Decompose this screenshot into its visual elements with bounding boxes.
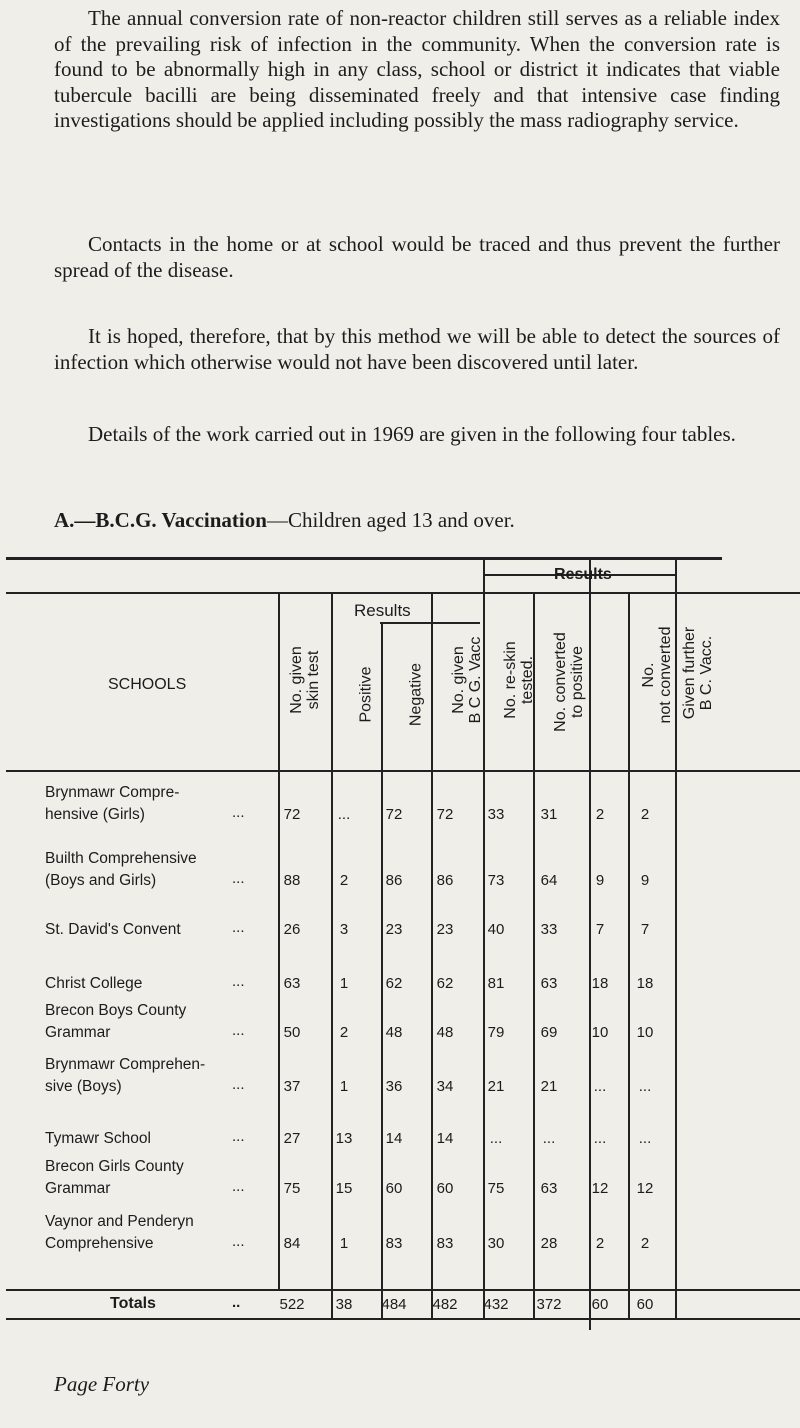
cell-skin: 37 <box>283 1078 301 1095</box>
cell-skin: 75 <box>283 1180 301 1197</box>
cell-pos: 2 <box>339 872 349 889</box>
intro-paragraph: The annual conversion rate of non-reactor children still serves as a reliable index of the prevailing risk of infection in the community. When the conversion rate is found to be abnormally high in any class, school or district it indicates that viable tubercule bacilli are being disseminated freely and that intensive case finding investigations should be applied including possibly the mass radiography service. <box>54 6 780 132</box>
skin-test-header: No. given skin test <box>288 646 322 714</box>
cell-further: 10 <box>636 1024 654 1041</box>
cell-bcg: 72 <box>436 806 454 823</box>
leader-dots: ... <box>232 919 245 936</box>
school-name <box>45 1211 194 1255</box>
school-name <box>45 1156 184 1200</box>
cell-conv: 63 <box>540 975 558 992</box>
cell-further: 12 <box>636 1180 654 1197</box>
leader-dots: ... <box>232 804 245 821</box>
leader-dots: ... <box>232 1233 245 1250</box>
school-name-line: Tymawr School <box>45 1130 151 1147</box>
totals-cell-further: 60 <box>636 1296 654 1313</box>
method-paragraph: It is hoped, therefore, that by this method we will be able to detect the sources of infection which otherwise would not have been discovered until later. <box>54 324 780 374</box>
leader-dots: ... <box>232 1178 245 1195</box>
cell-neg: 48 <box>385 1024 403 1041</box>
cell-bcg: 83 <box>436 1235 454 1252</box>
cell-notconv: 12 <box>591 1180 609 1197</box>
cell-bcg: 86 <box>436 872 454 889</box>
cell-conv: 21 <box>540 1078 558 1095</box>
cell-notconv: 10 <box>591 1024 609 1041</box>
totals-top-rule <box>6 1289 800 1291</box>
school-name-line: St. David's Convent <box>45 921 181 938</box>
school-name-line: Brecon Boys County <box>45 1002 187 1019</box>
cell-further: 18 <box>636 975 654 992</box>
table-top-rule-thick <box>6 557 722 560</box>
col-divider-9 <box>675 560 677 1319</box>
further-vacc-header: Given further B C. Vacc. <box>681 626 715 720</box>
school-name-line: Christ College <box>45 975 143 992</box>
cell-further: ... <box>638 1130 652 1147</box>
school-name-line: Grammar <box>45 1024 111 1041</box>
cell-notconv: 9 <box>595 872 605 889</box>
cell-bcg: 60 <box>436 1180 454 1197</box>
cell-reskin: 30 <box>487 1235 505 1252</box>
cell-further: 2 <box>640 806 650 823</box>
leader-dots: ... <box>232 870 245 887</box>
bcg-given-header: No. given B C G. Vacc <box>450 636 484 724</box>
cell-neg: 23 <box>385 921 403 938</box>
cell-notconv: ... <box>593 1130 607 1147</box>
cell-pos: 2 <box>339 1024 349 1041</box>
cell-conv: 64 <box>540 872 558 889</box>
school-name-line: sive (Boys) <box>45 1078 122 1095</box>
cell-notconv: 7 <box>595 921 605 938</box>
cell-reskin: ... <box>489 1130 503 1147</box>
totals-cell-bcg: 482 <box>432 1296 458 1313</box>
cell-neg: 86 <box>385 872 403 889</box>
results-subheader-rule <box>380 622 480 624</box>
cell-neg: 83 <box>385 1235 403 1252</box>
schools-header: SCHOOLS <box>108 676 187 693</box>
cell-skin: 27 <box>283 1130 301 1147</box>
cell-skin: 88 <box>283 872 301 889</box>
col-divider-8 <box>628 593 630 1319</box>
totals-cell-skin: 522 <box>279 1296 305 1313</box>
cell-conv: 63 <box>540 1180 558 1197</box>
totals-bottom-rule <box>6 1318 800 1320</box>
not-converted-header: No. not converted <box>640 626 674 724</box>
cell-conv: ... <box>542 1130 556 1147</box>
cell-reskin: 21 <box>487 1078 505 1095</box>
leader-dots: ... <box>232 1022 245 1039</box>
cell-notconv: 18 <box>591 975 609 992</box>
totals-label: Totals <box>110 1295 156 1312</box>
school-name-line: Brynmawr Comprehen- <box>45 1056 206 1073</box>
totals-cell-pos: 38 <box>335 1296 353 1313</box>
section-label: A.—B.C.G. Vaccination <box>54 508 267 532</box>
school-name <box>45 1128 151 1150</box>
cell-conv: 69 <box>540 1024 558 1041</box>
cell-further: 7 <box>640 921 650 938</box>
cell-reskin: 75 <box>487 1180 505 1197</box>
school-name <box>45 782 179 826</box>
cell-reskin: 81 <box>487 975 505 992</box>
cell-skin: 50 <box>283 1024 301 1041</box>
positive-header: Positive <box>357 666 375 723</box>
school-name-line: Vaynor and Penderyn <box>45 1213 194 1230</box>
cell-pos: 13 <box>335 1130 353 1147</box>
col-divider-2 <box>331 593 333 1319</box>
contacts-paragraph: Contacts in the home or at school would be traced and thus prevent the further spread of the disease. <box>54 232 780 282</box>
cell-neg: 72 <box>385 806 403 823</box>
cell-notconv: 2 <box>595 806 605 823</box>
cell-further: ... <box>638 1078 652 1095</box>
school-name <box>45 973 142 995</box>
col-divider-7 <box>589 560 591 1330</box>
header-bottom-rule <box>6 770 800 772</box>
totals-cell-conv: 372 <box>536 1296 562 1313</box>
negative-header: Negative <box>407 662 425 727</box>
page-footer: Page Forty <box>54 1372 150 1396</box>
section-subtitle: —Children aged 13 and over. <box>266 508 515 532</box>
cell-bcg: 62 <box>436 975 454 992</box>
cell-further: 2 <box>640 1235 650 1252</box>
cell-skin: 63 <box>283 975 301 992</box>
leader-dots: ... <box>232 1128 245 1145</box>
details-paragraph: Details of the work carried out in 1969 are given in the following four tables. <box>88 422 736 446</box>
cell-bcg: 23 <box>436 921 454 938</box>
cell-further: 9 <box>640 872 650 889</box>
cell-neg: 62 <box>385 975 403 992</box>
cell-neg: 36 <box>385 1078 403 1095</box>
results-header: Results <box>354 601 411 620</box>
cell-conv: 31 <box>540 806 558 823</box>
cell-skin: 26 <box>283 921 301 938</box>
cell-pos: ... <box>337 806 351 823</box>
school-name-line: Comprehensive <box>45 1235 154 1252</box>
school-name-line: Builth Comprehensive <box>45 850 197 867</box>
cell-reskin: 79 <box>487 1024 505 1041</box>
school-name-line: Grammar <box>45 1180 111 1197</box>
school-name <box>45 1054 205 1098</box>
school-name-line: Brecon Girls County <box>45 1158 184 1175</box>
cell-conv: 33 <box>540 921 558 938</box>
cell-pos: 1 <box>339 1235 349 1252</box>
totals-cell-notconv: 60 <box>591 1296 609 1313</box>
leader-dots: ... <box>232 1076 245 1093</box>
cell-skin: 72 <box>283 806 301 823</box>
header-top-rule <box>6 592 800 594</box>
cell-skin: 84 <box>283 1235 301 1252</box>
school-name-line: Brynmawr Compre- <box>45 784 180 801</box>
cell-bcg: 48 <box>436 1024 454 1041</box>
cell-bcg: 34 <box>436 1078 454 1095</box>
cell-reskin: 33 <box>487 806 505 823</box>
totals-cell-reskin: 432 <box>483 1296 509 1313</box>
col-divider-4 <box>431 593 433 1319</box>
school-name <box>45 1000 186 1044</box>
reskin-header: No. re-skin tested. <box>502 641 536 719</box>
school-name <box>45 848 197 892</box>
school-name-line: (Boys and Girls) <box>45 872 157 889</box>
cell-notconv: 2 <box>595 1235 605 1252</box>
results-top-header: Results <box>554 566 612 583</box>
col-divider-3 <box>381 622 383 1319</box>
cell-pos: 1 <box>339 975 349 992</box>
cell-bcg: 14 <box>436 1130 454 1147</box>
cell-neg: 60 <box>385 1180 403 1197</box>
totals-cell-neg: 484 <box>381 1296 407 1313</box>
cell-neg: 14 <box>385 1130 403 1147</box>
cell-notconv: ... <box>593 1078 607 1095</box>
cell-conv: 28 <box>540 1235 558 1252</box>
cell-reskin: 40 <box>487 921 505 938</box>
totals-leader-dots: .. <box>232 1294 241 1311</box>
leader-dots: ... <box>232 973 245 990</box>
school-name-line: hensive (Girls) <box>45 806 145 823</box>
cell-reskin: 73 <box>487 872 505 889</box>
cell-pos: 1 <box>339 1078 349 1095</box>
converted-header: No. converted to positive <box>552 632 586 732</box>
cell-pos: 15 <box>335 1180 353 1197</box>
cell-pos: 3 <box>339 921 349 938</box>
school-name <box>45 919 181 941</box>
